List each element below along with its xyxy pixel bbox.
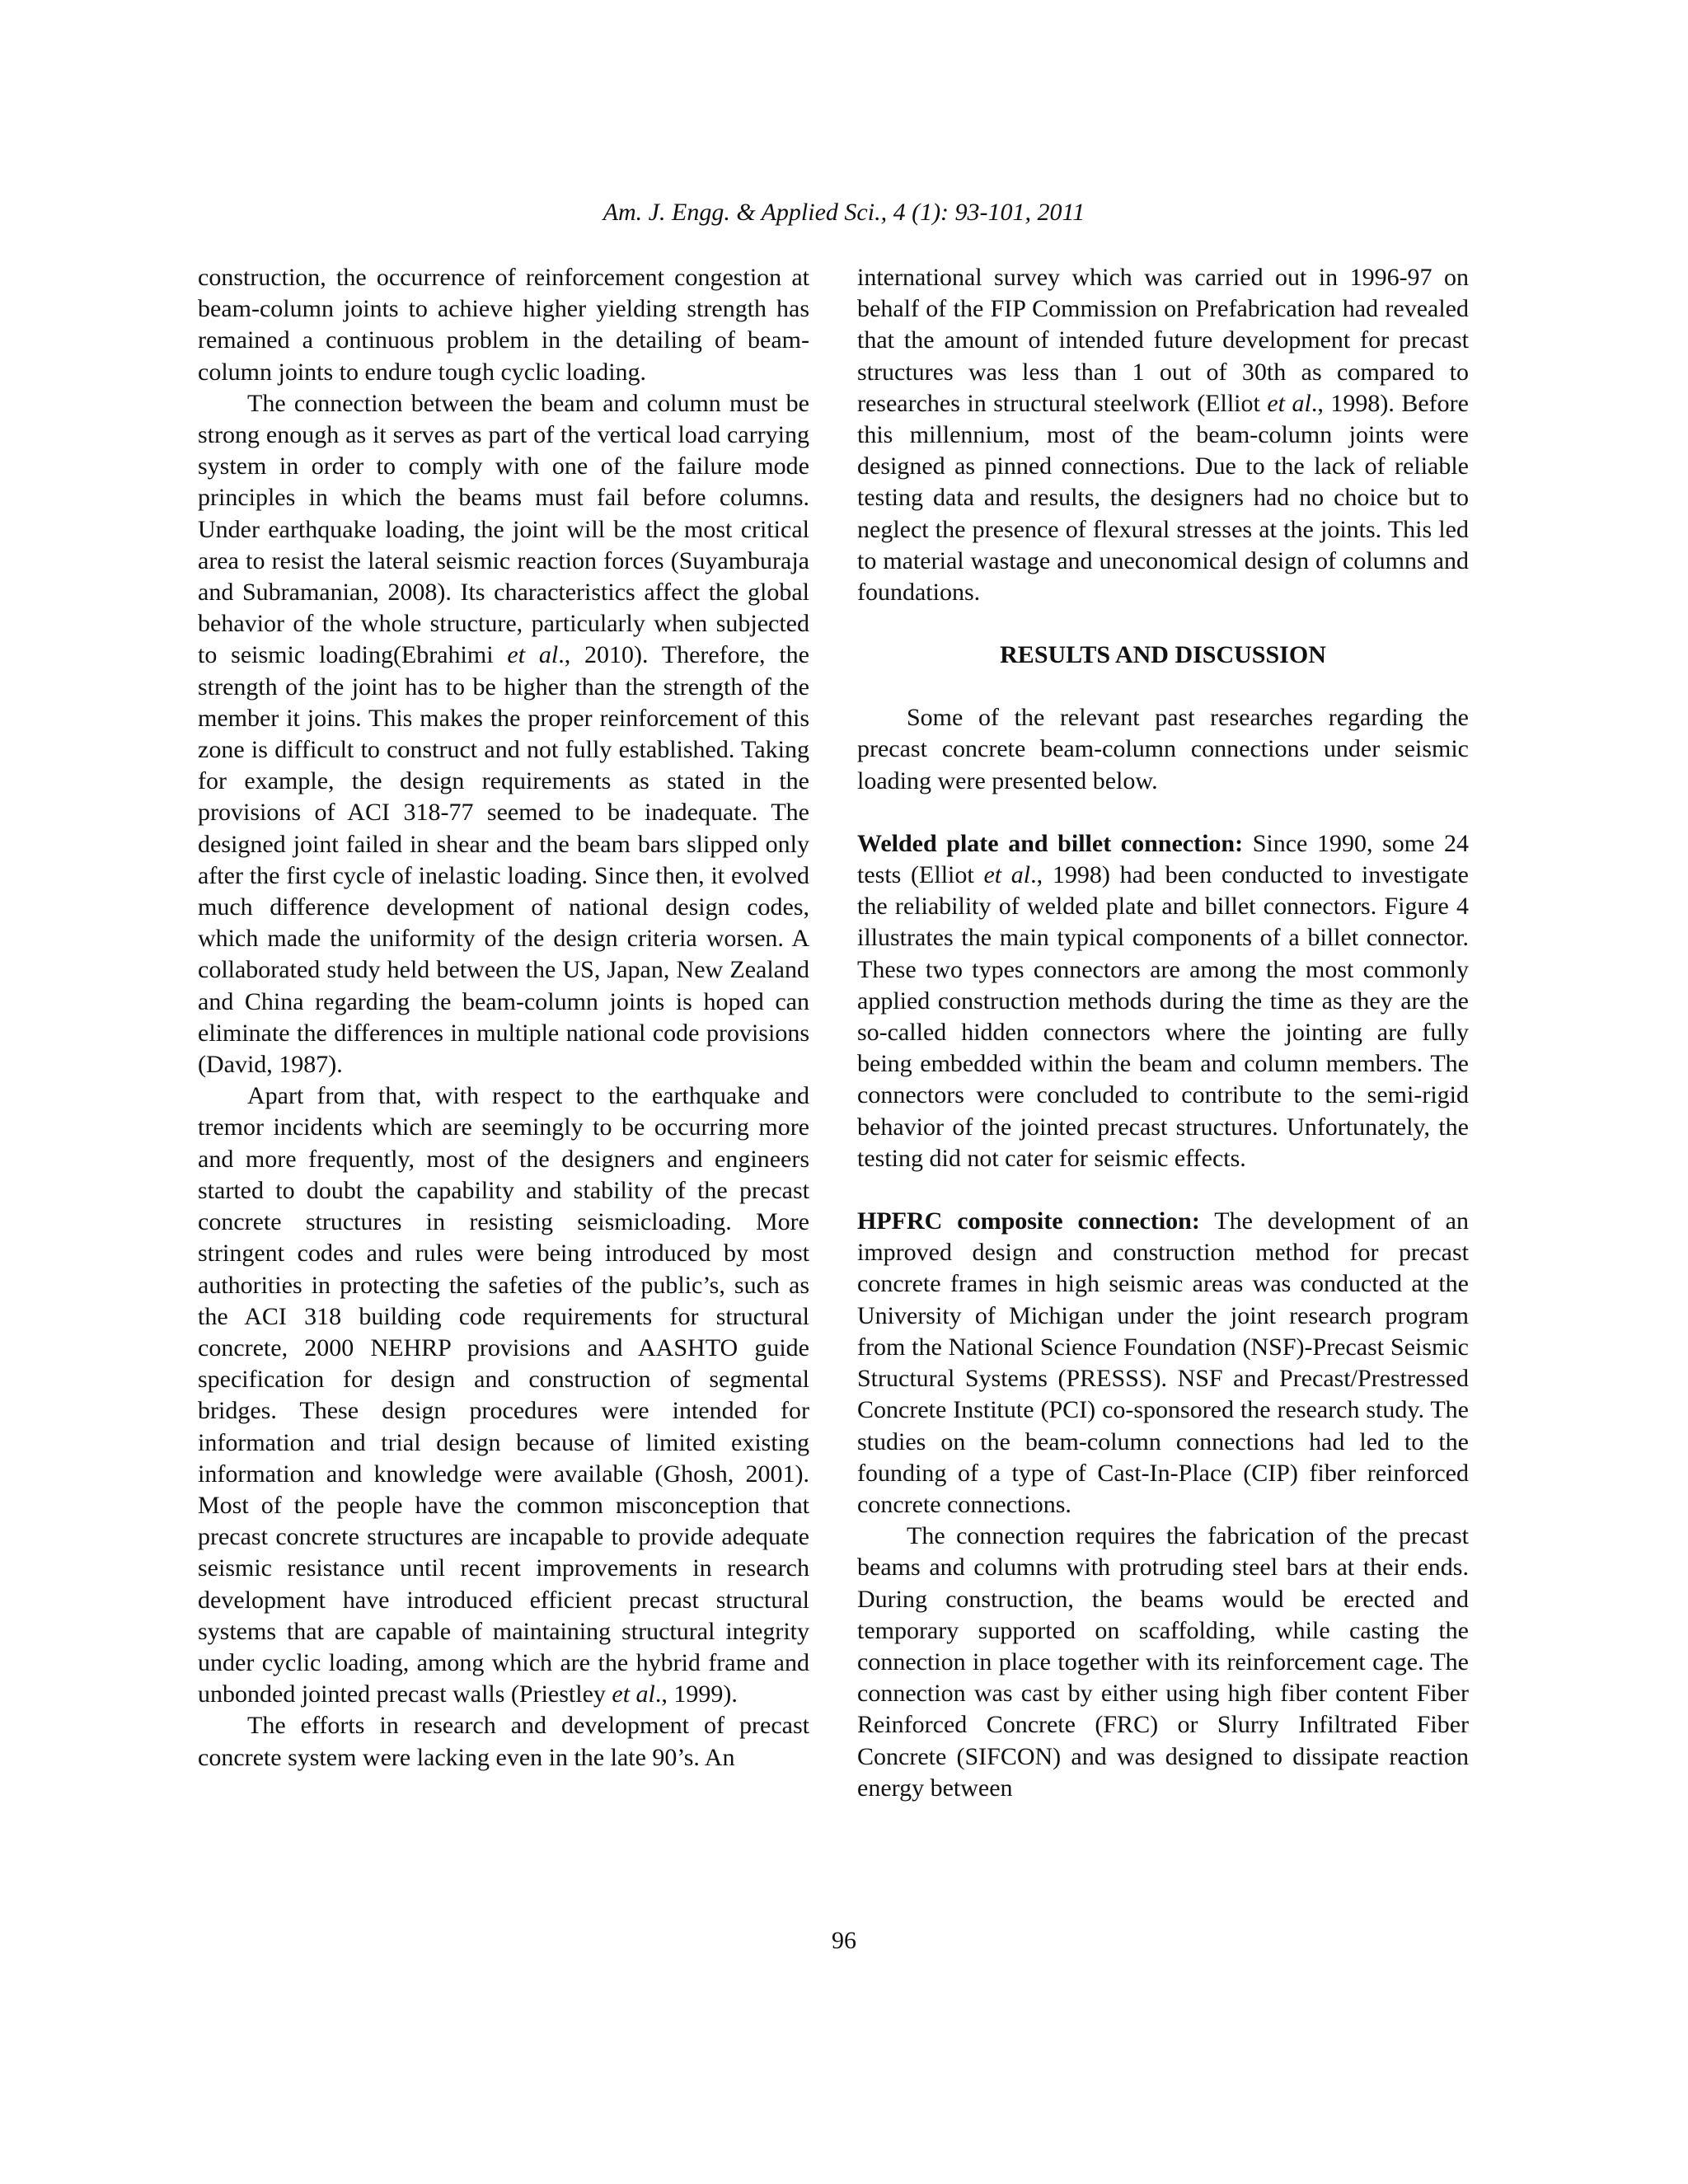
paragraph: Some of the relevant past researches regarding the precast concrete beam-column connections under seismic loading were presented below. [857, 704, 1469, 794]
right-column [857, 262, 1469, 1804]
text: Since 1990, some 24 tests (Elliot [857, 829, 1469, 889]
text: Apart from that, with respect to the earthquake and tremor incidents which are seemingly to be occurring more and more frequently, most of the designers and engineers started to doubt the capability and stability of the precast concrete structures in resisting seismicloading. More stringent codes and rules were being introduced by most authorities in protecting the safeties of the public’s, such as the ACI 318 building code requirements for structural concrete, 2000 NEHRP provisions and AASHTO guide specification for design and construction of segmental bridges. These design procedures were intended for information and trial design because of limited existing information and knowledge were available (Ghosh, 2001). Most of the people have the common misconception that precast concrete structures are incapable to provide adequate seismic resistance until recent improvements in research development have introduced efficient precast structural systems that are capable of maintaining structural integrity under cyclic loading, among which are the hybrid frame and unbonded jointed precast walls (Priestley [198, 1082, 809, 1708]
text: The development of an improved design and construction method for precast concrete frames in high seismic areas was conducted at the University of Michigan under the joint research program from the National Science Foundation (NSF)-Precast Seismic Structural Systems (PRESSS). NSF and Precast/Prestressed Concrete Institute (PCI) co-sponsored the research study. The studies on the beam-column connections had led to the founding of a type of Cast-In-Place (CIP) fiber reinforced concrete connections. [857, 1207, 1470, 1518]
paragraph [857, 1206, 1469, 1521]
italic-text: et al [612, 1680, 655, 1708]
italic-text: et al [1267, 389, 1311, 417]
text: The connection between the beam and column must be strong enough as it serves as part of the vertical load carrying system in order to comply with one of the failure mode principles in which the beams must fail before columns. Under earthquake loading, the joint will be the most critical area to resist the lateral seismic reaction forces (Suyamburaja and Subramanian, 2008). Its characteristics affect the global behavior of the whole structure, particularly when subjected to seismic loading(Ebrahimi [198, 389, 809, 669]
run-in-heading: HPFRC composite connection: [857, 1207, 1200, 1235]
paragraph [198, 388, 809, 1080]
left-column [198, 262, 809, 1774]
text: ., 1998) had been conducted to investigate the reliability of welded plate and billet connectors. Figure 4 illustrates the main typical components of a billet connector. These two types connectors are among the most commonly applied construction methods during the time as they are the so-called hidden connectors where the jointing are fully being embedded within the beam and column members. The connectors were concluded to contribute to the semi-rigid behavior of the jointed precast structures. Unfortunately, the testing did not cater for seismic effects. [857, 861, 1469, 1172]
paragraph [198, 1080, 809, 1710]
paragraph: construction, the occurrence of reinforcement congestion at beam-column joints to achieve higher yielding strength has remained a continuous problem in the detailing of beam-column joints to endure tough cyclic loading. [198, 264, 809, 386]
running-head: Am. J. Engg. & Applied Sci., 4 (1): 93-101, 2011 [603, 199, 1085, 226]
section-heading: RESULTS AND DISCUSSION [1000, 641, 1326, 669]
text: ., 1998). Before this millennium, most of the beam-column joints were designed as pinned connections. Due to the lack of reliable testing data and results, the designers had no choice but to neglect the presence of flexural stresses at the joints. This led to material wastage and uneconomical design of columns and foundations. [857, 389, 1469, 607]
paragraph: The connection requires the fabrication of the precast beams and columns with protruding steel bars at their ends. During construction, the beams would be erected and temporary supported on scaffolding, while casting the connection in place together with its reinforcement cage. The connection was cast by either using high fiber content Fiber Reinforced Concrete (FRC) or Slurry Infiltrated Fiber Concrete (SIFCON) and was designed to dissipate reaction energy between [857, 1522, 1469, 1802]
italic-text: et al [983, 861, 1031, 889]
text: ., 2010). Therefore, the strength of the joint has to be higher than the strength of the member it joins. This makes the proper reinforcement of this zone is difficult to construct and not fully established. Taking for example, the design requirements as stated in the provisions of ACI 318-77 seemed to be inadequate. The designed joint failed in shear and the beam bars slipped only after the first cycle of inelastic loading. Since then, it evolved much difference development of national design codes, which made the uniformity of the design criteria worsen. A collaborated study held between the US, Japan, New Zealand and China regarding the beam-column joints is hoped can eliminate the differences in multiple national code provisions (David, 1987). [198, 641, 809, 1079]
paragraph [857, 262, 1469, 608]
paragraph [857, 828, 1469, 1174]
italic-text: et al [507, 641, 559, 669]
page-number: 96 [832, 1927, 856, 1954]
text: international survey which was carried out in 1996-97 on behalf of the FIP Commission on Prefabrication had revealed that the amount of intended future development for precast structures was less than 1 out of 30th as compared to researches in structural steelwork (Elliot [857, 264, 1469, 417]
text: ., 1999). [654, 1680, 738, 1708]
run-in-heading: Welded plate and billet connection: [857, 829, 1244, 857]
paragraph: The efforts in research and development of precast concrete system were lacking even in the late 90’s. An [198, 1712, 809, 1771]
